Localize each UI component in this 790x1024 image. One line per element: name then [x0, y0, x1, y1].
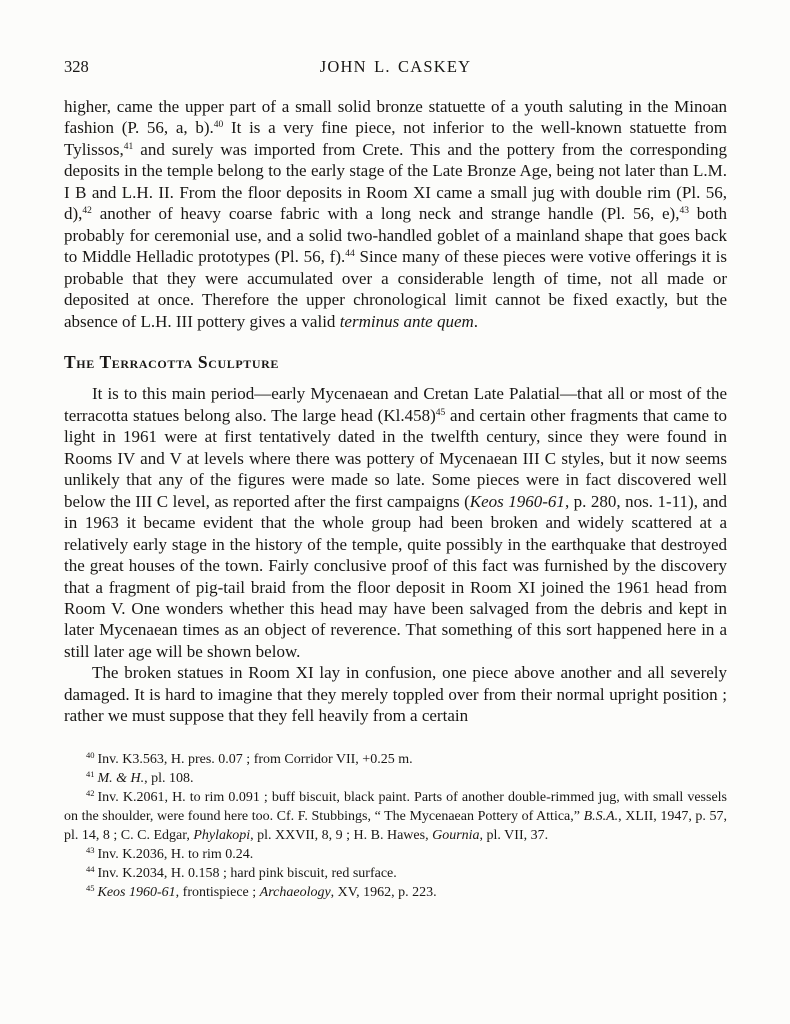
- footnote-text: Inv. K.2036, H. to rim 0.24.: [97, 846, 254, 862]
- footnote-44: [64, 864, 727, 883]
- footnote-text: Inv. K3.563, H. pres. 0.07 ; from Corridor VII, +0.25 m.: [97, 751, 413, 767]
- footnotes-section: [64, 750, 727, 902]
- footnote-marker: 44: [86, 863, 95, 874]
- page-header: [64, 57, 727, 77]
- footnote-marker: 45: [86, 882, 95, 893]
- footnote-text: Keos 1960-61, frontispiece ; Archaeology, XV, 1962, p. 223.: [97, 884, 437, 900]
- footnote-45: [64, 883, 727, 902]
- footnote-41: [64, 769, 727, 788]
- footnote-marker: 43: [86, 844, 95, 855]
- paragraph-3: The broken statues in Room XI lay in confusion, one piece above another and all severely damaged. It is hard to imagine that they merely toppled over from their normal upright position ; rather we must suppose that they fell heavily from a certain: [64, 663, 727, 726]
- paragraph-2: It is to this main period—early Mycenaean and Cretan Late Palatial—that all or most of the terracotta statues belong also. The large head (Kl.458)$^{45}$ and certain other fragments that came to light in 1961 were at first tentatively dated in the twelfth century, since they were found in Rooms IV and V at levels where there was pottery of Mycenaean III C styles, but it now seems unlikely that any of the figures were made so late. Some pieces were in fact discovered well below the III C level, as reported after the first campaigns (Keos 1960-61, p. 280, nos. 1-11), and in 1963 it became evident that the whole group had been broken and widely scattered at a relatively early stage in the history of the temple, quite possibly in the earthquake that destroyed the great houses of the town. Fairly conclusive proof of this fact was furnished by the discovery that a fragment of pig-tail braid from the floor deposit in Room XI joined the 1961 head from Room V. One wonders whether this head may have been salvaged from the debris and kept in later Mycenaean times as an object of reverence. That something of this sort happened here in a still later age will be shown below.: [64, 384, 727, 661]
- body-text: [64, 96, 727, 727]
- footnote-40: [64, 750, 727, 769]
- footnote-43: [64, 845, 727, 864]
- footnote-marker: 42: [86, 787, 95, 798]
- footnote-text: M. & H., pl. 108.: [97, 770, 194, 786]
- footnote-text: Inv. K.2034, H. 0.158 ; hard pink biscuit, red surface.: [97, 865, 397, 881]
- footnote-marker: 40: [86, 749, 95, 760]
- running-head: JOHN L. CASKEY: [319, 57, 472, 76]
- footnote-marker: 41: [86, 768, 95, 779]
- section-heading: The Terracotta Sculpture: [64, 351, 280, 372]
- footnote-text: Inv. K.2061, H. to rim 0.091 ; buff biscuit, black paint. Parts of another double-rimmed jug, with small vessels on the shoulder, were found here too. Cf. F. Stubbings, “ The Mycenaean Pottery of Attica,” B.S.A., XLII, 1947, p. 57, pl. 14, 8 ; C. C. Edgar, Phylakopi, pl. XXVII, 8, 9 ; H. B. Hawes, Gournia, pl. VII, 37.: [64, 789, 727, 843]
- paragraph-1: higher, came the upper part of a small solid bronze statuette of a youth saluting in the Minoan fashion (P. 56, a, b).$^{40}$ It is a very fine piece, not inferior to the well-known statuette from Tylissos,$^{41}$ and surely was imported from Crete. This and the pottery from the corresponding deposits in the temple belong to the early stage of the Late Bronze Age, being not later than L.M. I B and L.H. II. From the floor deposits in Room XI came a small jug with double rim (Pl. 56, d),$^{42}$ another of heavy coarse fabric with a long neck and strange handle (Pl. 56, e),$^{43}$ both probably for ceremonial use, and a solid two-handled goblet of a mainland shape that goes back to Middle Helladic prototypes (Pl. 56, f).$^{44}$ Since many of these pieces were votive offerings it is probable that they were accumulated over a considerable length of time, not all made or deposited at once. Therefore the upper chronological limit cannot be fixed exactly, but the absence of L.H. III pottery gives a valid terminus ante quem.: [64, 97, 728, 331]
- page-number: 328: [64, 57, 89, 76]
- footnote-42: [64, 788, 727, 845]
